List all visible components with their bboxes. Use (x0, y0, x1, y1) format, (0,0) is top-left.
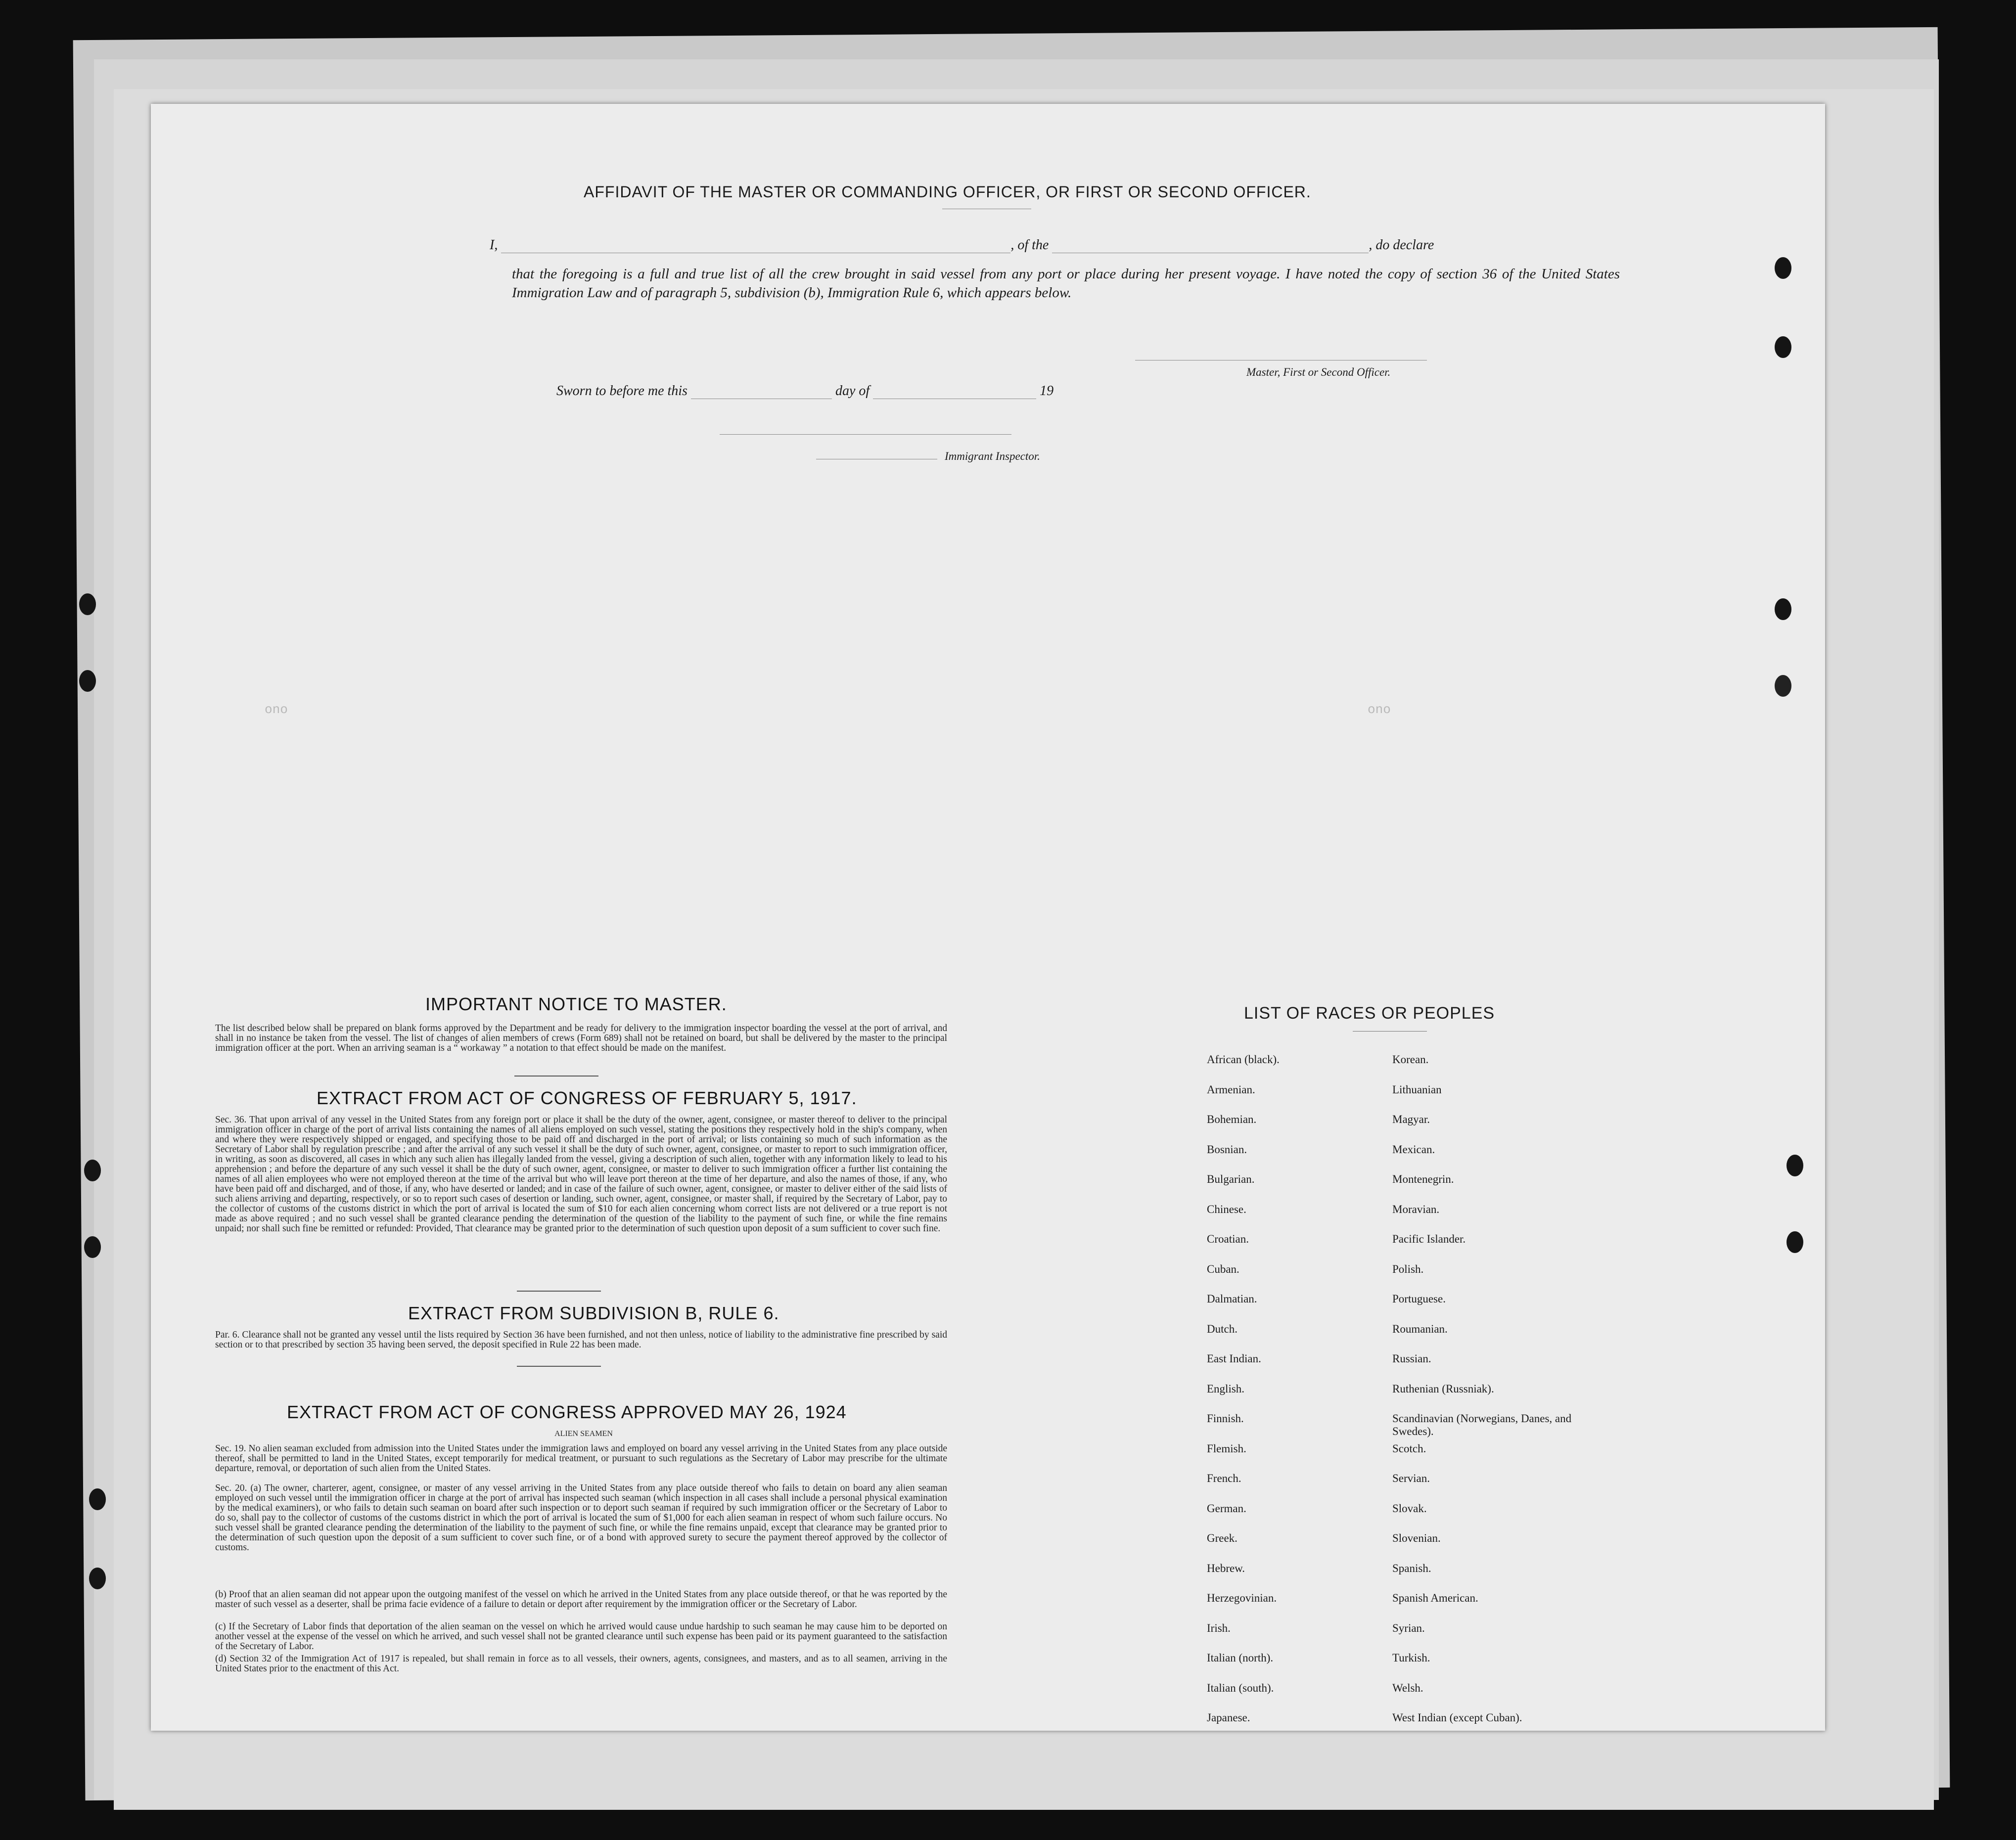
race-item: Lithuanian (1392, 1083, 1442, 1096)
race-item: Armenian. (1207, 1083, 1255, 1096)
rule6-title: EXTRACT FROM SUBDIVISION B, RULE 6. (408, 1303, 779, 1323)
binder-hole (1775, 336, 1791, 358)
races-title: LIST OF RACES OR PEOPLES (1244, 1004, 1495, 1023)
race-item: Roumanian. (1392, 1322, 1448, 1335)
binder-hole (79, 670, 96, 692)
extract-1917-title: EXTRACT FROM ACT OF CONGRESS OF FEBRUARY 5, 1917. (317, 1088, 857, 1108)
race-item: Polish. (1392, 1262, 1424, 1275)
divider (514, 1076, 598, 1077)
extract-1917-text: Sec. 36. That upon arrival of any vessel in the United States from any foreign port or place it shall be the duty of the owner, agent, consignee, or master thereof to deliver to the principal immigration officer in charge of the port of arrival lists containing the names of all aliens employed on such vessel, stating the positions they respectively hold in the ship's company, when and where they were respectively shipped or engaged, and specifying those to be paid off and discharged in the port of arrival; or lists containing so much of such information as the Secretary of Labor shall by regulation prescribe ; and after the arrival of any such vessel it shall be the duty of such owner, agent, consignee, or master to report to such immigration officer, in writing, as soon as discovered, all cases in which any such alien has illegally landed from the vessel, giving a description of such alien, together with any information likely to lead to his apprehension ; and before the departure of any such vessel it shall be the duty of such owner, agent, consignee, or master to deliver to such immigration officer a further list containing the names of all alien employees who were not employed thereon at the time of the arrival but who will leave port thereon at the time of her departure, and also the names of those, if any, who have been paid off and discharged, and of those, if any, who have deserted or landed; and in case of the failure of such owner, agent, consignee, or master to deliver either of the said lists of such aliens arriving and departing, respectively, or so to report such cases of desertion or landing, such owner, agent, consignee, or master shall, if required by the Secretary of Labor, pay to the collector of customs of the customs district in which the port of arrival is located the sum of $10 for each alien concerning whom correct lists are not delivered or a true report is not made as above required ; and no such vessel shall be granted clearance pending the determination of the question of the liability to the payment of such fine, or while the fine remains unpaid; nor shall such fine be remitted or refunded: Provided, That clearance may be granted prior to the determination of such question upon deposit of a sum sufficient to cover such fine. (215, 1115, 947, 1234)
binder-hole (1787, 1155, 1803, 1176)
race-item: Montenegrin. (1392, 1173, 1454, 1185)
races-left-list (1207, 1053, 1280, 1742)
affidavit-title: AFFIDAVIT OF THE MASTER OR COMMANDING OFFICER, OR FIRST OR SECOND OFFICER. (584, 183, 1311, 201)
affidavit-i-label: I, (490, 237, 498, 253)
race-item: Greek. (1207, 1532, 1237, 1544)
race-item: Ruthenian (Russniak). (1392, 1382, 1494, 1395)
race-item: Spanish. (1392, 1562, 1431, 1574)
extract-1924-sec20b: (b) Proof that an alien seaman did not appear upon the outgoing manifest of the vessel on which he arrived in the United States from any place outside thereof, or that he was reported by the master of such vessel as a deserter, shall be prima facie evidence of a failure to detain or deport after requirement by the immigration officer or the Secretary of Labor. (215, 1589, 947, 1610)
race-item: Portuguese. (1392, 1293, 1446, 1305)
inspector-signature-line[interactable] (720, 434, 1011, 435)
race-item: Japanese. (1207, 1711, 1250, 1724)
race-item: Bohemian. (1207, 1113, 1257, 1125)
race-item: West Indian (except Cuban). (1392, 1711, 1522, 1724)
affidavit-line1 (490, 237, 1434, 253)
binder-hole (1775, 598, 1791, 620)
binder-hole (1775, 257, 1791, 279)
bleed-through-marks: ono (265, 702, 288, 717)
sworn-prefix: Sworn to before me this (556, 383, 687, 399)
binder-hole (89, 1488, 106, 1510)
race-item: Flemish. (1207, 1442, 1246, 1455)
race-item: Slovak. (1392, 1502, 1427, 1515)
extract-1924-subtitle: ALIEN SEAMEN (554, 1430, 613, 1438)
sworn-year: 19 (1040, 383, 1054, 399)
race-item: Herzegovinian. (1207, 1592, 1277, 1604)
extract-1924-sec19: Sec. 19. No alien seaman excluded from admission into the United States under the immigration laws and employed on board any vessel arriving in the United States from any place outside thereof, shall be permitted to land in the United States, except temporarily for medical treatment, or pursuant to such regulations as the Secretary of Labor may prescribe for the ultimate departure, removal, or deportation of such alien from the United States. (215, 1443, 947, 1474)
race-item: Syrian. (1392, 1621, 1425, 1634)
race-item: Scotch. (1392, 1442, 1426, 1455)
race-item: Slovenian. (1392, 1532, 1441, 1544)
extract-1924-title: EXTRACT FROM ACT OF CONGRESS APPROVED MAY 26, 1924 (287, 1402, 847, 1422)
race-item: East Indian. (1207, 1352, 1261, 1365)
race-item: Croatian. (1207, 1233, 1249, 1245)
extract-1924-sec20c: (c) If the Secretary of Labor finds that deportation of the alien seaman on the vessel on which he arrived would cause undue hardship to such seaman he may cause him to be deported on another vessel at the expense of the vessel on which he arrived, and such vessel shall not be granted clearance until such expense has been paid or its payment guaranteed to the satisfaction of the Secretary of Labor. (215, 1621, 947, 1652)
signature-caption: Master, First or Second Officer. (1246, 366, 1391, 378)
race-item: Moravian. (1392, 1203, 1440, 1215)
race-item: African (black). (1207, 1053, 1280, 1066)
inspector-caption: Immigrant Inspector. (945, 450, 1040, 462)
race-item: Spanish American. (1392, 1592, 1478, 1604)
race-item: Magyar. (1392, 1113, 1430, 1125)
affidavit-of-the-label: , of the (1010, 237, 1049, 253)
race-item: Welsh. (1392, 1681, 1423, 1694)
affidavit-body: that the foregoing is a full and true list of all the crew brought in said vessel from any port or place during her present voyage. I have noted the copy of section 36 of the United States Immigration Law and of paragraph 5, subdivision (b), Immigration Rule 6, which appears below. (512, 266, 1620, 301)
race-item: Turkish. (1392, 1652, 1430, 1664)
race-item: Finnish. (1207, 1412, 1244, 1425)
race-item: Italian (south). (1207, 1681, 1274, 1694)
race-item: Dalmatian. (1207, 1293, 1257, 1305)
race-item: Scandinavian (Norwegians, Danes, and Swedes). (1392, 1412, 1572, 1437)
notice-title: IMPORTANT NOTICE TO MASTER. (425, 994, 727, 1014)
race-item: Hebrew. (1207, 1562, 1245, 1574)
race-item: Dutch. (1207, 1322, 1237, 1335)
extract-1924-sec20a: Sec. 20. (a) The owner, charterer, agent, consignee, or master of any vessel arriving in the United States from any place outside thereof who fails to detain on board any alien seaman employed on such vessel until the immigration officer in charge at the port of arrival has inspected such seaman (which inspection in all cases shall include a personal physical examination by the medical examiners), or who fails to detain such seaman on board after such inspection or to deport such seaman if required by such immigration officer or the Secretary of Labor to do so, shall pay to the collector of customs of the customs district in which the port of arrival is located the sum of $1,000 for each alien seaman in respect of whom such failure occurs. No such vessel shall be granted clearance pending the determination of the liability to the payment of such fine, or while the fine remains unpaid, except that clearance may be granted prior to the determination of such question upon the deposit of a sum sufficient to cover such fine, or of a bond with approved surety to secure the payment thereof approved by the collector of customs. (215, 1483, 947, 1553)
form-page (151, 104, 1825, 1731)
race-item: Bosnian. (1207, 1143, 1247, 1156)
race-item: German. (1207, 1502, 1246, 1515)
race-item: Bulgarian. (1207, 1173, 1255, 1185)
race-item: Mexican. (1392, 1143, 1435, 1156)
race-item: Servian. (1392, 1472, 1430, 1484)
race-item: French. (1207, 1472, 1241, 1484)
binder-hole (89, 1568, 106, 1589)
sworn-line (556, 383, 1054, 399)
binder-hole (84, 1236, 101, 1258)
affidavit-declare-label: , do declare (1369, 237, 1434, 253)
bleed-through-marks: ono (1368, 702, 1391, 717)
race-item: Cuban. (1207, 1262, 1239, 1275)
extract-1924-sec20d: (d) Section 32 of the Immigration Act of 1917 is repealed, but shall remain in force as to all vessels, their owners, agents, consignees, and masters, and as to all seamen, arriving in the United States prior to the enactment of this Act. (215, 1654, 947, 1674)
divider (517, 1366, 601, 1367)
race-item: English. (1207, 1382, 1245, 1395)
binder-hole (84, 1160, 101, 1181)
binder-hole (1787, 1231, 1803, 1253)
sworn-day-of: day of (835, 383, 870, 399)
races-right-list (1392, 1053, 1580, 1742)
race-item: Pacific Islander. (1392, 1233, 1466, 1245)
race-item: Chinese. (1207, 1203, 1246, 1215)
binder-hole (1775, 675, 1791, 697)
divider (517, 1291, 601, 1292)
race-item: Korean. (1392, 1053, 1429, 1066)
notice-text: The list described below shall be prepared on blank forms approved by the Department and be ready for delivery to the immigration inspector boarding the vessel at the port of arrival, and shall in no instance be taken from the vessel. The list of changes of alien members of crews (Form 689) shall not be retained on board, but shall be delivered by the master to the principal immigration officer at the port. When an arriving seaman is a “ workaway ” a notation to that effect should be made on the manifest. (215, 1023, 947, 1053)
race-item: Russian. (1392, 1352, 1431, 1365)
binder-hole (79, 593, 96, 615)
race-item: Irish. (1207, 1621, 1231, 1634)
divider (1353, 1031, 1427, 1032)
race-item: Italian (north). (1207, 1652, 1274, 1664)
rule6-text: Par. 6. Clearance shall not be granted any vessel until the lists required by Section 36 have been furnished, and not then unless, notice of liability to the administrative fine prescribed by said section or to that prescribed by section 35 having been served, the deposit specified in Rule 22 has been made. (215, 1330, 947, 1350)
